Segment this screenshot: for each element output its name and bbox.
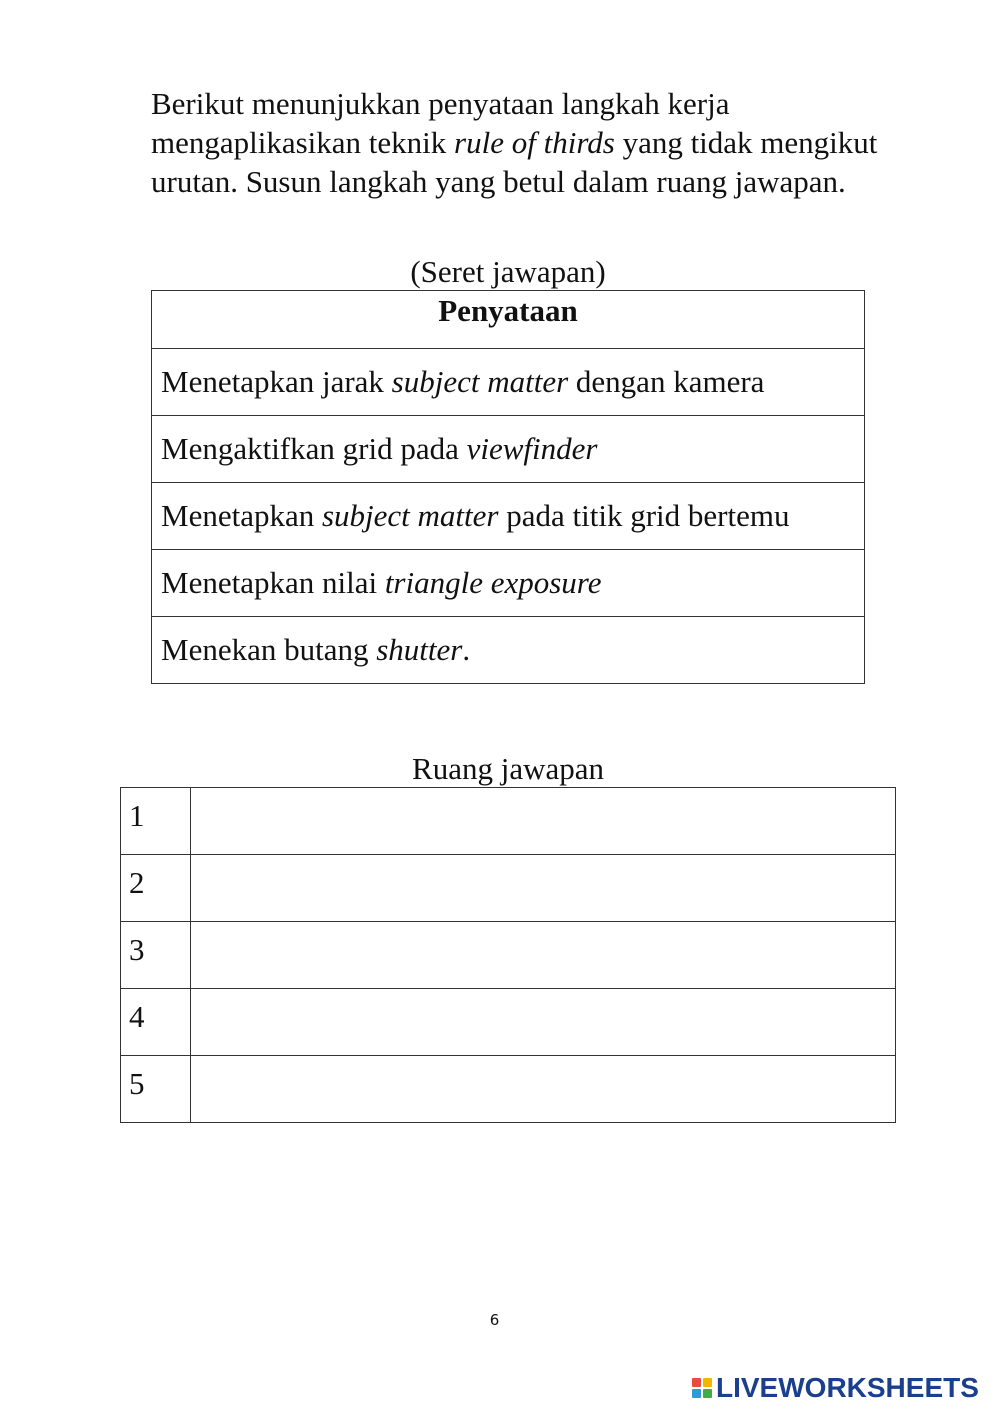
answer-drop-slot-2[interactable] [191,855,896,922]
logo-square [692,1378,701,1387]
statement-row [152,416,865,483]
instructions-line-2 [151,123,951,162]
statements-header: Penyataan [152,291,865,349]
statements-table [151,290,865,684]
answer-row [121,788,896,855]
statement-text: . [462,632,471,667]
logo-square [692,1389,701,1398]
liveworksheets-logo-icon [692,1378,712,1398]
statement-item-3[interactable] [152,483,865,550]
answer-number: 4 [121,989,191,1056]
liveworksheets-brand[interactable] [692,1373,979,1403]
answer-drop-slot-4[interactable] [191,989,896,1056]
answer-row [121,1056,896,1123]
statement-row [152,483,865,550]
instructions [151,84,951,201]
statement-text: Menetapkan [161,498,322,533]
statement-term: shutter [376,632,463,667]
statement-item-1[interactable] [152,349,865,416]
answer-caption: Ruang jawapan [412,751,604,786]
statement-text: Menetapkan nilai [161,565,385,600]
statement-text: Mengaktifkan grid pada [161,431,467,466]
statement-term: triangle exposure [384,565,602,600]
brand-name: LIVEWORKSHEETS [716,1372,979,1403]
statement-term: subject matter [391,364,569,399]
answer-number: 1 [121,788,191,855]
instructions-technique: rule of thirds [454,125,615,160]
answers-table [120,787,896,1123]
answer-drop-slot-1[interactable] [191,788,896,855]
logo-square [703,1378,712,1387]
page-number: 6 [489,1311,500,1329]
statement-term: viewfinder [466,431,598,466]
statement-row [152,617,865,684]
statement-item-2[interactable] [152,416,865,483]
statement-row [152,550,865,617]
answer-number: 3 [121,922,191,989]
drag-caption: (Seret jawapan) [410,254,606,289]
instructions-line-2-start: mengaplikasikan teknik [151,125,455,160]
statement-text: dengan kamera [568,364,765,399]
instructions-line-3: urutan. Susun langkah yang betul dalam ruang jawapan. [151,164,846,199]
logo-square [703,1389,712,1398]
answer-number: 2 [121,855,191,922]
answer-row [121,989,896,1056]
answer-row [121,922,896,989]
instructions-line-2-end: yang tidak mengikut [614,125,878,160]
statement-text: Menetapkan jarak [161,364,392,399]
statement-text: Menekan butang [161,632,377,667]
statement-row [152,349,865,416]
statement-text: pada titik grid bertemu [498,498,790,533]
statement-item-4[interactable] [152,550,865,617]
statement-term: subject matter [321,498,499,533]
answer-drop-slot-3[interactable] [191,922,896,989]
answer-number: 5 [121,1056,191,1123]
statement-item-5[interactable] [152,617,865,684]
statements-header-row [152,291,865,349]
instructions-line-1: Berikut menunjukkan penyataan langkah kerja [151,86,730,121]
answer-row [121,855,896,922]
answer-drop-slot-5[interactable] [191,1056,896,1123]
